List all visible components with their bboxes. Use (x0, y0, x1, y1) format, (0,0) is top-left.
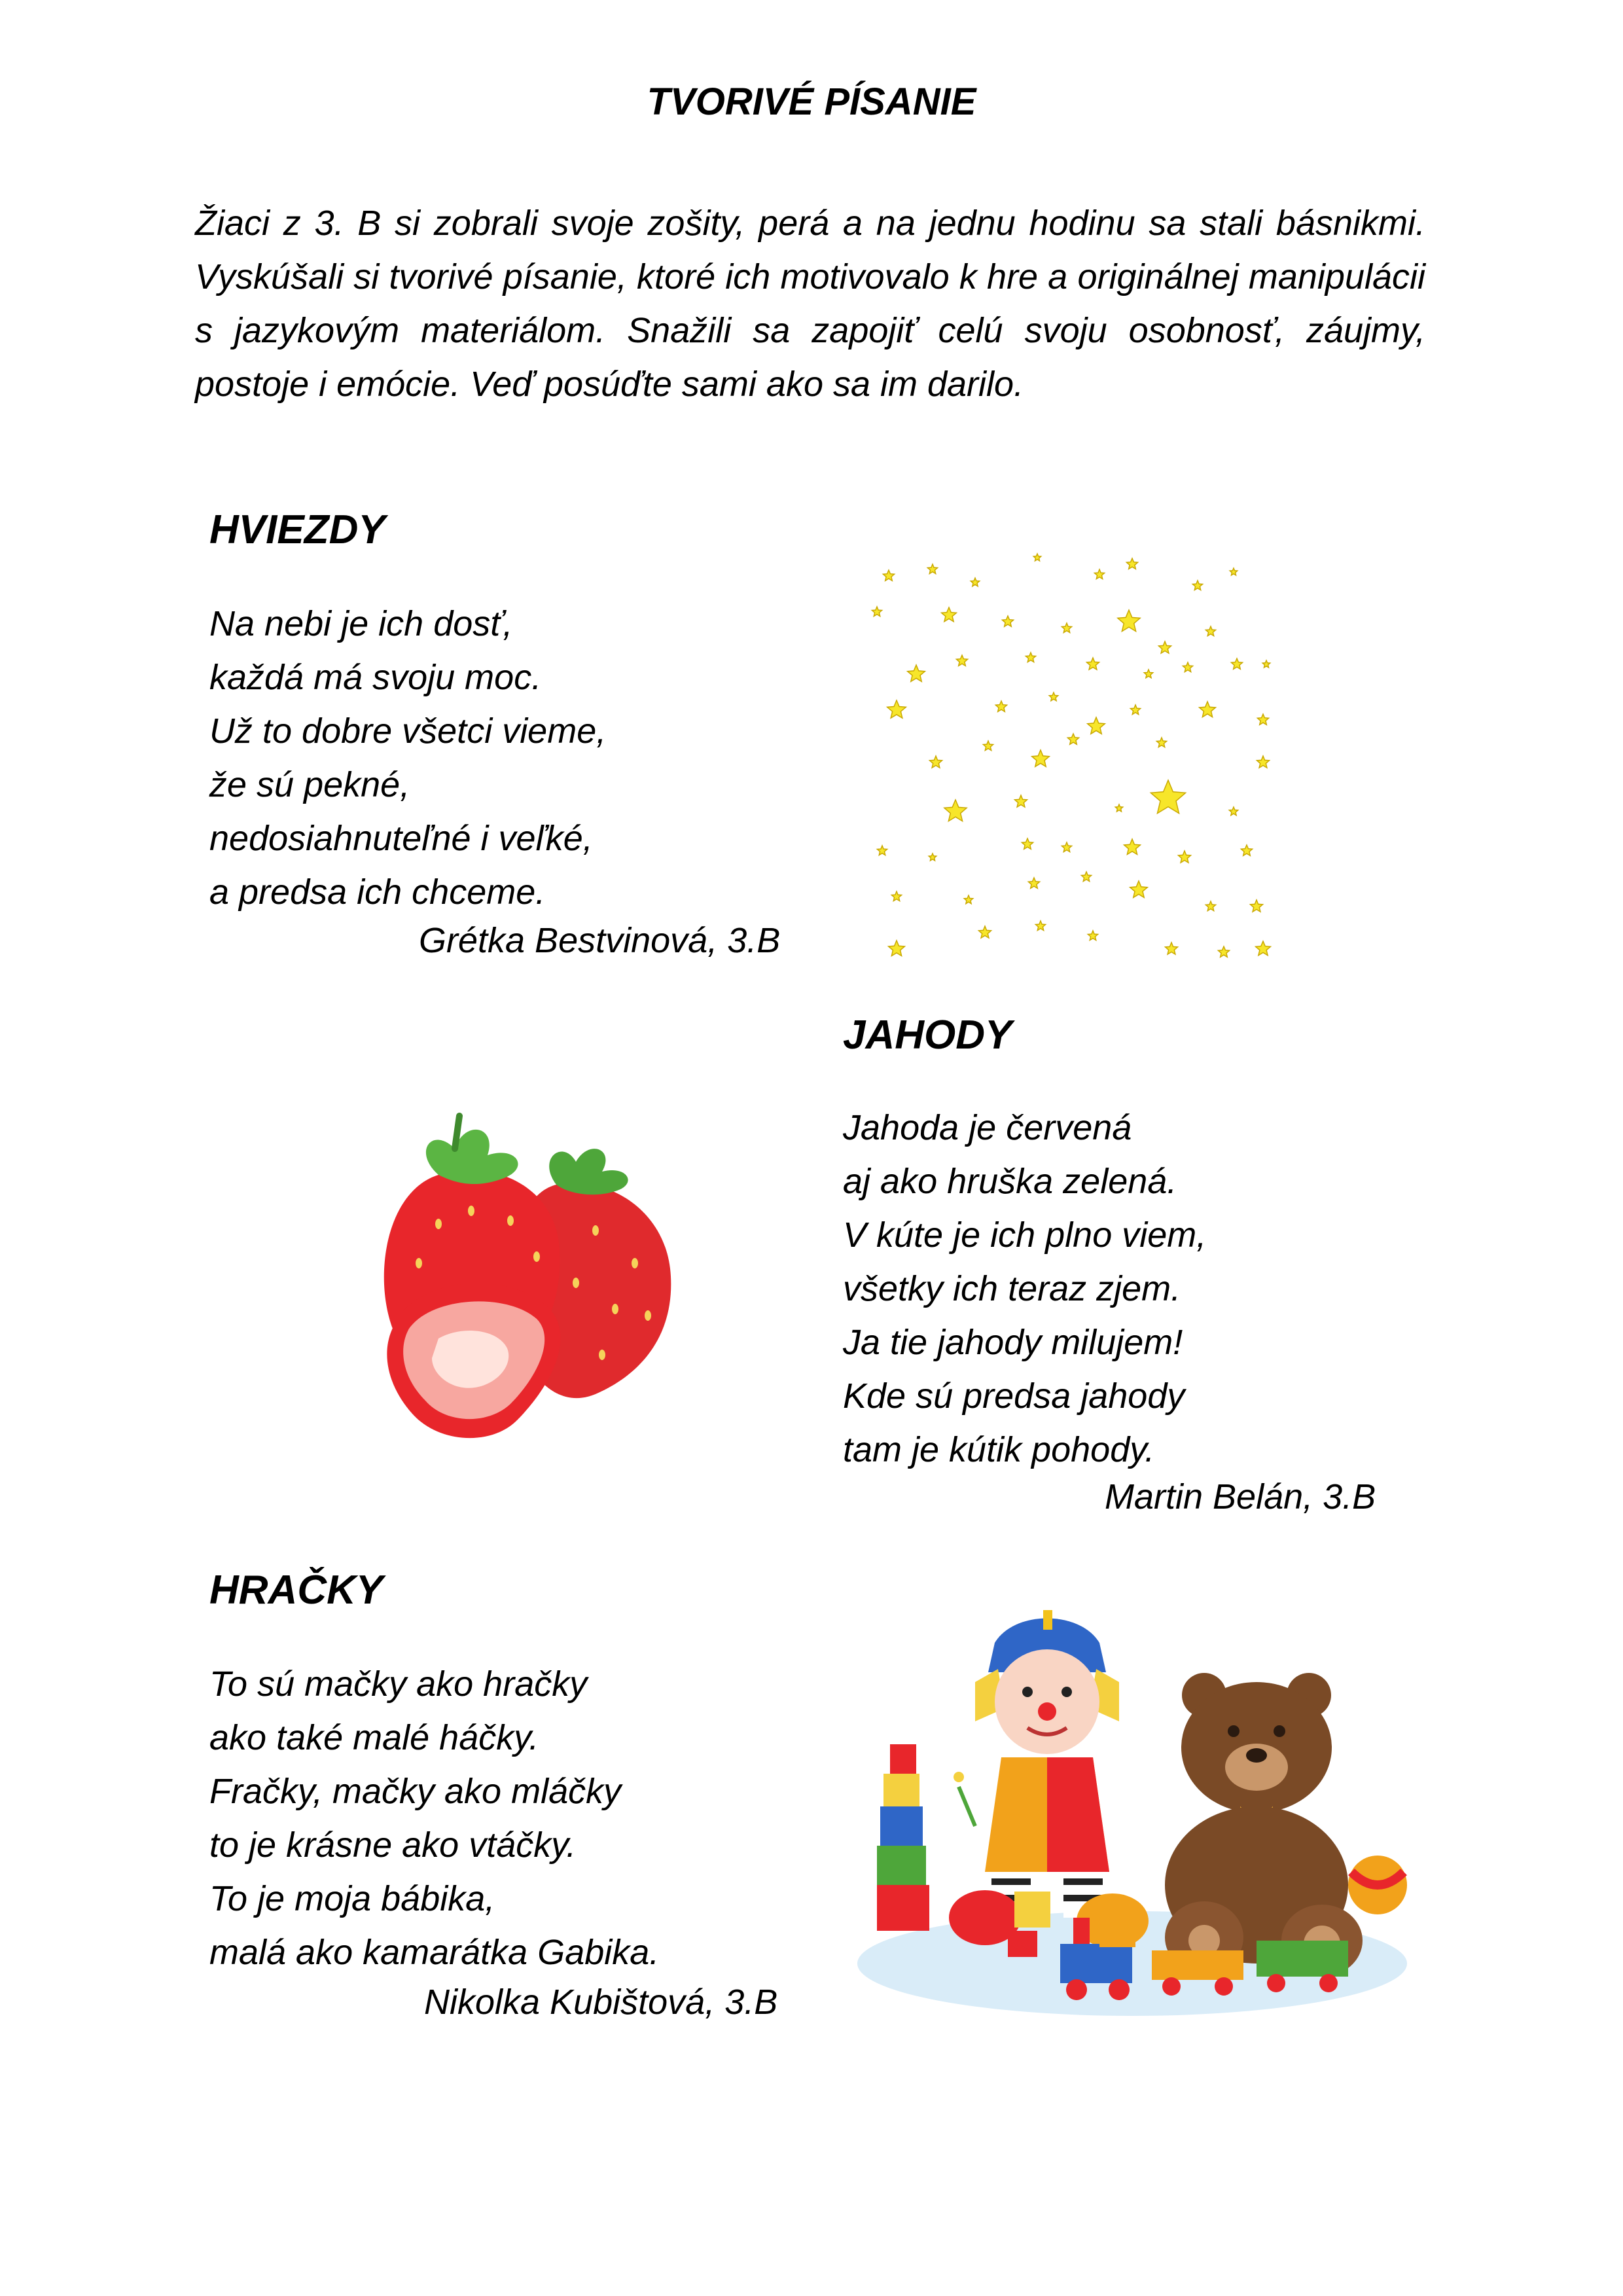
poem-author: Nikolka Kubištová, 3.B (424, 1982, 778, 2022)
star-icon (1130, 881, 1148, 897)
poem-title-hracky: HRAČKY (209, 1568, 383, 1613)
star-icon (964, 895, 972, 904)
star-icon (971, 578, 979, 586)
star-icon (1179, 851, 1191, 863)
star-icon (889, 941, 905, 956)
star-icon (1183, 662, 1192, 672)
star-icon (1049, 692, 1058, 701)
poem-title-jahody: JAHODY (843, 1013, 1012, 1058)
star-icon (1087, 658, 1099, 670)
star-icon (1257, 756, 1270, 768)
star-icon (883, 570, 894, 581)
poem-line: to je krásne ako vtáčky. (209, 1825, 577, 1865)
star-icon (1118, 610, 1140, 632)
poem-line: Ja tie jahody milujem! (843, 1323, 1183, 1362)
poem-line: aj ako hruška zelená. (843, 1162, 1177, 1201)
star-icon (1026, 653, 1035, 662)
poem-line: ako také malé háčky. (209, 1718, 539, 1757)
intro-paragraph: Žiaci z 3. B si zobrali svoje zošity, perá a na jednu hodinu sa stali básnikmi. Vyskúšali si tvorivé písanie, ktoré ich motivovalo k hre a originálnej manipulácii s jazykovým materiálom. Snažili sa zapojiť celú svoju osobnosť, záujmy, postoje i emócie. Veď posúďte sami ako sa im darilo. (195, 204, 1425, 404)
star-icon (1229, 807, 1238, 816)
poem-author: Grétka Bestvinová, 3.B (419, 921, 781, 960)
poem-line: Kde sú predsa jahody (843, 1376, 1185, 1416)
poem-jahody (843, 1101, 1206, 1477)
poem-line: To sú mačky ako hračky (209, 1664, 588, 1704)
star-icon (1257, 714, 1268, 725)
star-icon (1241, 845, 1252, 855)
star-icon (891, 891, 901, 901)
star-icon (887, 700, 906, 718)
poem-hracky (209, 1657, 659, 1979)
star-icon (877, 846, 887, 855)
star-icon (979, 926, 991, 938)
star-icon (927, 564, 937, 574)
star-icon (944, 800, 967, 821)
star-icon (1081, 872, 1091, 882)
poem-line: Na nebi je ich dosť, (209, 604, 513, 643)
poem-line: každá má svoju moc. (209, 658, 542, 697)
poem-line: To je moja bábika, (209, 1879, 495, 1918)
star-icon (929, 853, 936, 861)
star-icon (1028, 878, 1039, 888)
poem-hviezdy (209, 597, 606, 919)
poem-author: Martin Belán, 3.B (1105, 1477, 1376, 1516)
star-icon (1200, 702, 1216, 717)
star-icon (1130, 705, 1140, 715)
star-icon (1061, 842, 1071, 852)
star-icon (1067, 734, 1079, 744)
star-icon (1262, 660, 1270, 668)
poem-line: a predsa ich chceme. (209, 872, 546, 912)
poem-line: Fračky, mačky ako mláčky (209, 1772, 622, 1811)
poem-line: tam je kútik pohody. (843, 1430, 1155, 1469)
poem-line: všetky ich teraz zjem. (843, 1269, 1181, 1308)
star-icon (1150, 780, 1185, 814)
star-icon (1088, 931, 1097, 941)
poem-line: malá ako kamarátka Gabika. (209, 1933, 660, 1972)
poem-title-hviezdy: HVIEZDY (209, 507, 385, 552)
star-icon (1061, 623, 1071, 633)
poem-line: Už to dobre všetci vieme, (209, 711, 607, 751)
star-icon (1192, 581, 1202, 590)
star-icon (1022, 838, 1033, 849)
teddy-bear (1165, 1673, 1363, 1977)
toy-ball (1348, 1856, 1407, 1914)
star-icon (1115, 804, 1122, 812)
star-icon (930, 756, 942, 768)
star-icon (942, 607, 957, 622)
star-icon (1205, 901, 1215, 911)
strawberries-illustration (340, 1113, 681, 1453)
star-icon (1218, 946, 1229, 957)
toys-illustration (851, 1610, 1414, 2016)
star-icon (983, 741, 993, 751)
star-icon (1205, 626, 1215, 636)
star-icon (1033, 554, 1041, 561)
strawberry-half (387, 1283, 560, 1439)
star-icon (872, 607, 882, 617)
poem-line: že sú pekné, (209, 765, 410, 804)
star-icon (908, 665, 925, 681)
star-icon (1094, 569, 1104, 579)
poem-line: nedosiahnuteľné i veľké, (209, 819, 593, 858)
star-icon (1032, 750, 1050, 766)
star-icon (1166, 942, 1178, 954)
star-icon (1159, 641, 1171, 653)
star-icon (1256, 941, 1271, 956)
star-icon (1230, 568, 1237, 575)
star-icon (1015, 795, 1027, 807)
star-icon (995, 701, 1007, 711)
star-icon (1124, 839, 1141, 855)
poem-line: V kúte je ich plno viem, (843, 1215, 1207, 1255)
star-icon (1126, 558, 1137, 569)
star-icon (1035, 921, 1045, 931)
star-icon (956, 655, 967, 666)
page-title: TVORIVÉ PÍSANIE (647, 81, 976, 123)
star-icon (1231, 658, 1242, 669)
star-icon (1156, 738, 1166, 747)
poem-line: Jahoda je červená (843, 1108, 1132, 1147)
star-icon (1002, 616, 1013, 626)
stars-illustration (870, 550, 1394, 942)
star-icon (1088, 717, 1105, 734)
star-icon (1251, 900, 1263, 912)
star-icon (1144, 670, 1152, 678)
